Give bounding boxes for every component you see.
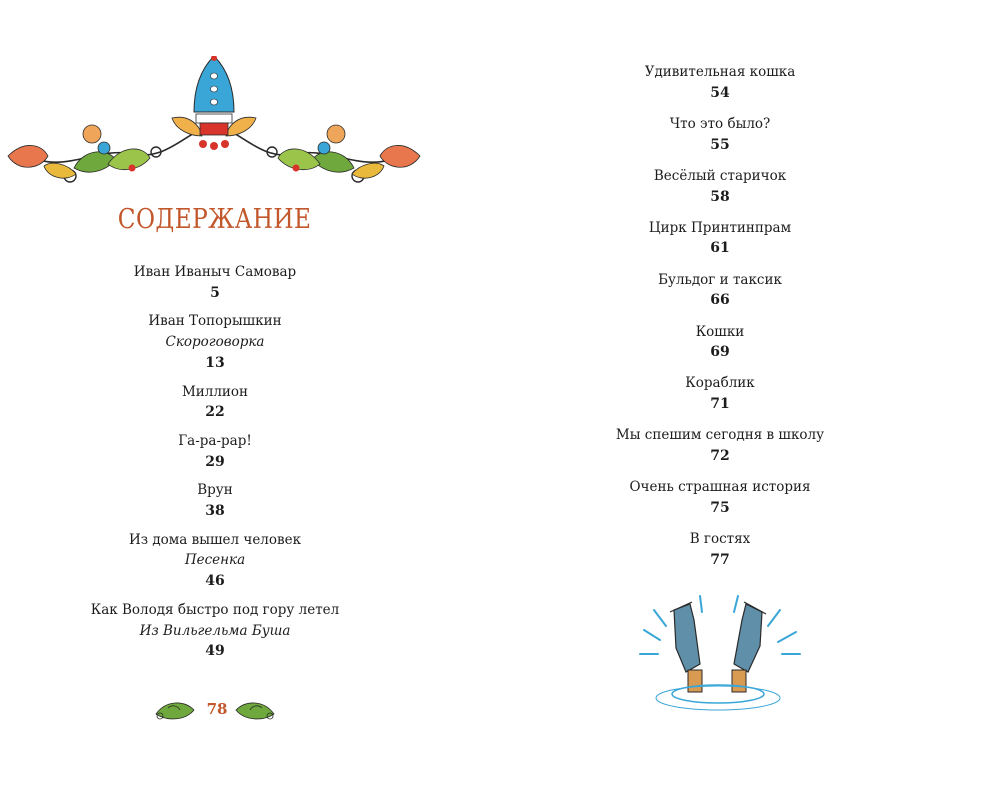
toc-entry[interactable] [560,270,880,311]
toc-entry[interactable] [560,218,880,259]
samovar-ornament-illustration [4,56,424,186]
toc-entry-title: Га-ра-рар! [178,432,252,449]
toc-entry-page: 49 [205,643,225,660]
toc-entry-title: Весёлый старичок [653,167,787,184]
toc-entry-subtitle: Из Вильгельма Буша [139,622,291,639]
toc-entry-title: Кораблик [685,375,755,392]
toc-entry[interactable] [560,114,880,155]
toc-entry-page: 46 [205,573,225,590]
toc-entry[interactable] [560,529,880,570]
toc-entry[interactable] [560,477,880,518]
toc-entry-title: Что это было? [669,115,771,132]
toc-entry-title: Кошки [695,323,745,340]
toc-entry[interactable] [0,382,430,423]
toc-entry-page: 66 [710,292,730,309]
toc-entry-page: 58 [710,188,730,205]
toc-entry-title: Удивительная кошка [644,64,796,80]
toc-entry[interactable] [0,600,430,662]
contents-heading: СОДЕРЖАНИЕ [118,204,312,235]
toc-entry[interactable] [560,373,880,414]
toc-entry-title: Бульдог и таксик [658,271,782,288]
toc-entry[interactable] [0,431,430,472]
toc-entry-page: 69 [710,344,730,361]
toc-entry-page: 77 [710,551,730,568]
toc-list-left [0,262,430,670]
toc-entry-page: 54 [710,84,730,101]
toc-entry-page: 38 [205,503,225,520]
boots-in-water-illustration [630,590,810,720]
toc-entry[interactable] [0,530,430,592]
page-number: 78 [206,700,228,718]
toc-entry-subtitle: Песенка [184,552,246,569]
toc-entry-title: Врун [197,482,233,499]
toc-entry-page: 72 [710,448,730,465]
toc-entry-page: 22 [205,404,225,421]
toc-entry[interactable] [560,322,880,363]
toc-entry-page: 5 [210,284,220,301]
toc-entry-title: Миллион [181,383,249,400]
toc-entry-title: В гостях [689,531,751,548]
toc-entry-title: Иван Топорышкин [148,313,282,330]
toc-entry-page: 61 [710,240,730,257]
toc-entry-page: 55 [710,136,730,153]
toc-entry[interactable] [0,262,430,303]
toc-entry-title: Мы спешим сегодня в школу [615,427,825,444]
toc-entry[interactable] [560,425,880,466]
toc-list-right [560,62,880,581]
toc-entry[interactable] [0,311,430,373]
toc-entry-page: 71 [710,396,730,413]
toc-entry-title: Цирк Принтинпрам [648,219,792,236]
toc-entry-title: Из дома вышел человек [128,531,302,548]
toc-entry-title: Очень страшная история [629,479,811,496]
toc-entry[interactable] [560,62,880,103]
toc-entry-subtitle: Скороговорка [165,334,265,351]
toc-entry-title: Как Володя быстро под гору летел [90,601,340,618]
toc-entry-page: 29 [205,453,225,470]
left-page [0,0,430,801]
toc-entry-page: 13 [205,354,225,371]
toc-entry[interactable] [0,480,430,521]
toc-entry-page: 75 [710,499,730,516]
page-footer [150,694,280,724]
toc-entry[interactable] [560,166,880,207]
toc-entry-title: Иван Иваныч Самовар [133,264,297,280]
